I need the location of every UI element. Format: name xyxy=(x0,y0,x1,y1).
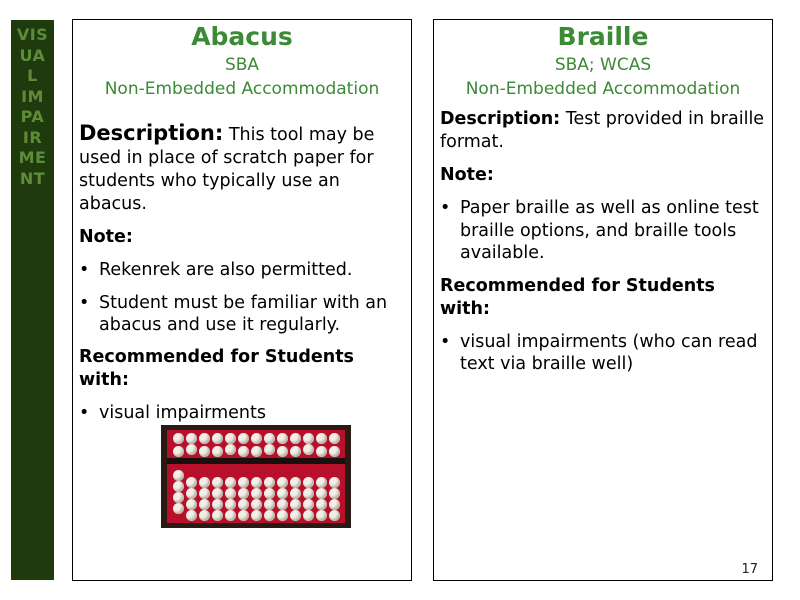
abacus-bead xyxy=(238,488,249,499)
abacus-bead xyxy=(303,499,314,510)
abacus-bead xyxy=(316,499,327,510)
abacus-bead xyxy=(329,477,340,488)
bullet: • xyxy=(440,331,451,352)
abacus-bead xyxy=(251,446,262,457)
description xyxy=(440,108,766,154)
sidebar-banner xyxy=(11,20,54,580)
abacus-photo xyxy=(161,425,351,528)
abacus-bead xyxy=(186,499,197,510)
abacus-bead xyxy=(225,444,236,455)
abacus-bead xyxy=(329,510,340,521)
abacus-bead xyxy=(199,510,210,521)
card-content xyxy=(73,122,411,424)
sidebar-line: IR xyxy=(22,127,43,147)
abacus-bead xyxy=(251,477,262,488)
abacus-bead xyxy=(173,492,184,503)
abacus-bead xyxy=(290,433,301,444)
abacus-bead xyxy=(212,433,223,444)
abacus-bead xyxy=(290,488,301,499)
abacus-bead xyxy=(225,433,236,444)
abacus-bead xyxy=(212,499,223,510)
sidebar-vertical-label xyxy=(11,20,54,189)
abacus-bead xyxy=(316,510,327,521)
sidebar-line: VIS xyxy=(16,25,49,44)
abacus-bead xyxy=(329,446,340,457)
note-heading: Note: xyxy=(79,227,133,247)
abacus-bead xyxy=(173,481,184,492)
abacus-bead xyxy=(329,488,340,499)
page-number: 17 xyxy=(741,562,758,577)
abacus-bead xyxy=(212,510,223,521)
sidebar-line: NT xyxy=(19,168,46,188)
abacus-bead xyxy=(225,510,236,521)
abacus-bead xyxy=(277,499,288,510)
abacus-bead xyxy=(199,488,210,499)
list-item-text: visual impairments (who can read text via braille well) xyxy=(460,331,758,374)
abacus-bead xyxy=(186,488,197,499)
abacus-bead xyxy=(277,477,288,488)
list-item-text: Student must be familiar with an abacus and use it regularly. xyxy=(99,292,388,335)
abacus-bead xyxy=(264,488,275,499)
abacus-bead xyxy=(277,433,288,444)
abacus-bead xyxy=(303,433,314,444)
abacus-bead xyxy=(173,446,184,457)
abacus-bead xyxy=(303,488,314,499)
description-text: This tool may be used in place of scratch paper for students who typically use an abacus. xyxy=(79,125,375,214)
braille-card xyxy=(433,19,773,581)
card-subtitle: SBA; WCAS xyxy=(554,55,652,75)
abacus-bead xyxy=(290,510,301,521)
abacus-bead xyxy=(251,499,262,510)
card-subtitle-accommodation: Non-Embedded Accommodation xyxy=(104,79,380,99)
abacus-bead xyxy=(264,444,275,455)
abacus-bead xyxy=(199,433,210,444)
list-item-text: visual impairments xyxy=(99,402,266,423)
sidebar-line: L xyxy=(27,66,38,85)
abacus-bead xyxy=(251,488,262,499)
abacus-bead xyxy=(186,477,197,488)
abacus-bead xyxy=(225,488,236,499)
recommended-heading: Recommended for Students with: xyxy=(440,275,715,319)
abacus-bead xyxy=(303,510,314,521)
abacus-bead xyxy=(212,446,223,457)
abacus-bead xyxy=(238,499,249,510)
card-title: Braille xyxy=(557,22,649,51)
description-label: Description: xyxy=(440,109,561,129)
abacus-bead xyxy=(316,433,327,444)
note-heading: Note: xyxy=(440,165,494,185)
abacus-bead xyxy=(238,477,249,488)
abacus-bead xyxy=(251,433,262,444)
abacus-divider-bar xyxy=(167,458,345,464)
list-item-text: Rekenrek are also permitted. xyxy=(99,260,353,280)
abacus-bead xyxy=(225,499,236,510)
abacus-bead xyxy=(186,444,197,455)
abacus-bead xyxy=(251,510,262,521)
abacus-bead xyxy=(173,503,184,514)
abacus-frame xyxy=(167,430,345,523)
abacus-bead xyxy=(212,477,223,488)
description xyxy=(79,122,405,216)
abacus-bead xyxy=(225,477,236,488)
abacus-bead xyxy=(290,499,301,510)
abacus-bead xyxy=(238,446,249,457)
bullet: • xyxy=(440,198,451,218)
card-subtitle: SBA xyxy=(224,55,260,75)
list-item-text: Paper braille as well as online test braille options, and braille tools available. xyxy=(460,198,759,263)
recommended-heading: Recommended for Students with: xyxy=(79,346,354,390)
sidebar-line: UA xyxy=(19,45,46,65)
abacus-bead xyxy=(277,510,288,521)
abacus-bead xyxy=(277,446,288,457)
list-item xyxy=(79,402,405,425)
abacus-bead xyxy=(329,499,340,510)
abacus-card xyxy=(72,19,412,581)
abacus-bead xyxy=(277,488,288,499)
description-text: Test provided in braille format. xyxy=(440,109,765,152)
list-item xyxy=(440,197,766,265)
bullet: • xyxy=(79,402,90,423)
abacus-bead xyxy=(238,433,249,444)
abacus-bead xyxy=(316,477,327,488)
abacus-bead xyxy=(264,433,275,444)
bullet: • xyxy=(79,292,90,313)
abacus-bead xyxy=(316,446,327,457)
abacus-bead xyxy=(264,499,275,510)
card-content xyxy=(434,108,772,376)
abacus-bead xyxy=(290,446,301,457)
bullet: • xyxy=(79,260,90,280)
abacus-bead xyxy=(329,433,340,444)
abacus-bead xyxy=(316,488,327,499)
abacus-bead xyxy=(264,510,275,521)
list-item xyxy=(79,292,405,337)
abacus-bead xyxy=(238,510,249,521)
sidebar-line: ME xyxy=(18,148,47,167)
sidebar-line: IM xyxy=(21,86,44,106)
abacus-bead xyxy=(303,477,314,488)
list-item xyxy=(440,331,766,376)
abacus-bead xyxy=(173,433,184,444)
list-item xyxy=(79,259,405,282)
abacus-bead xyxy=(199,446,210,457)
description-label: Description: xyxy=(79,121,224,145)
card-subtitle-accommodation: Non-Embedded Accommodation xyxy=(465,79,741,99)
abacus-bead xyxy=(290,477,301,488)
abacus-bead xyxy=(199,499,210,510)
abacus-bead xyxy=(173,470,184,481)
sidebar-line: PA xyxy=(20,107,45,126)
abacus-bead xyxy=(186,433,197,444)
abacus-bead xyxy=(264,477,275,488)
abacus-bead xyxy=(199,477,210,488)
card-title: Abacus xyxy=(191,22,293,51)
abacus-bead xyxy=(212,488,223,499)
abacus-bead xyxy=(303,444,314,455)
abacus-bead xyxy=(186,510,197,521)
